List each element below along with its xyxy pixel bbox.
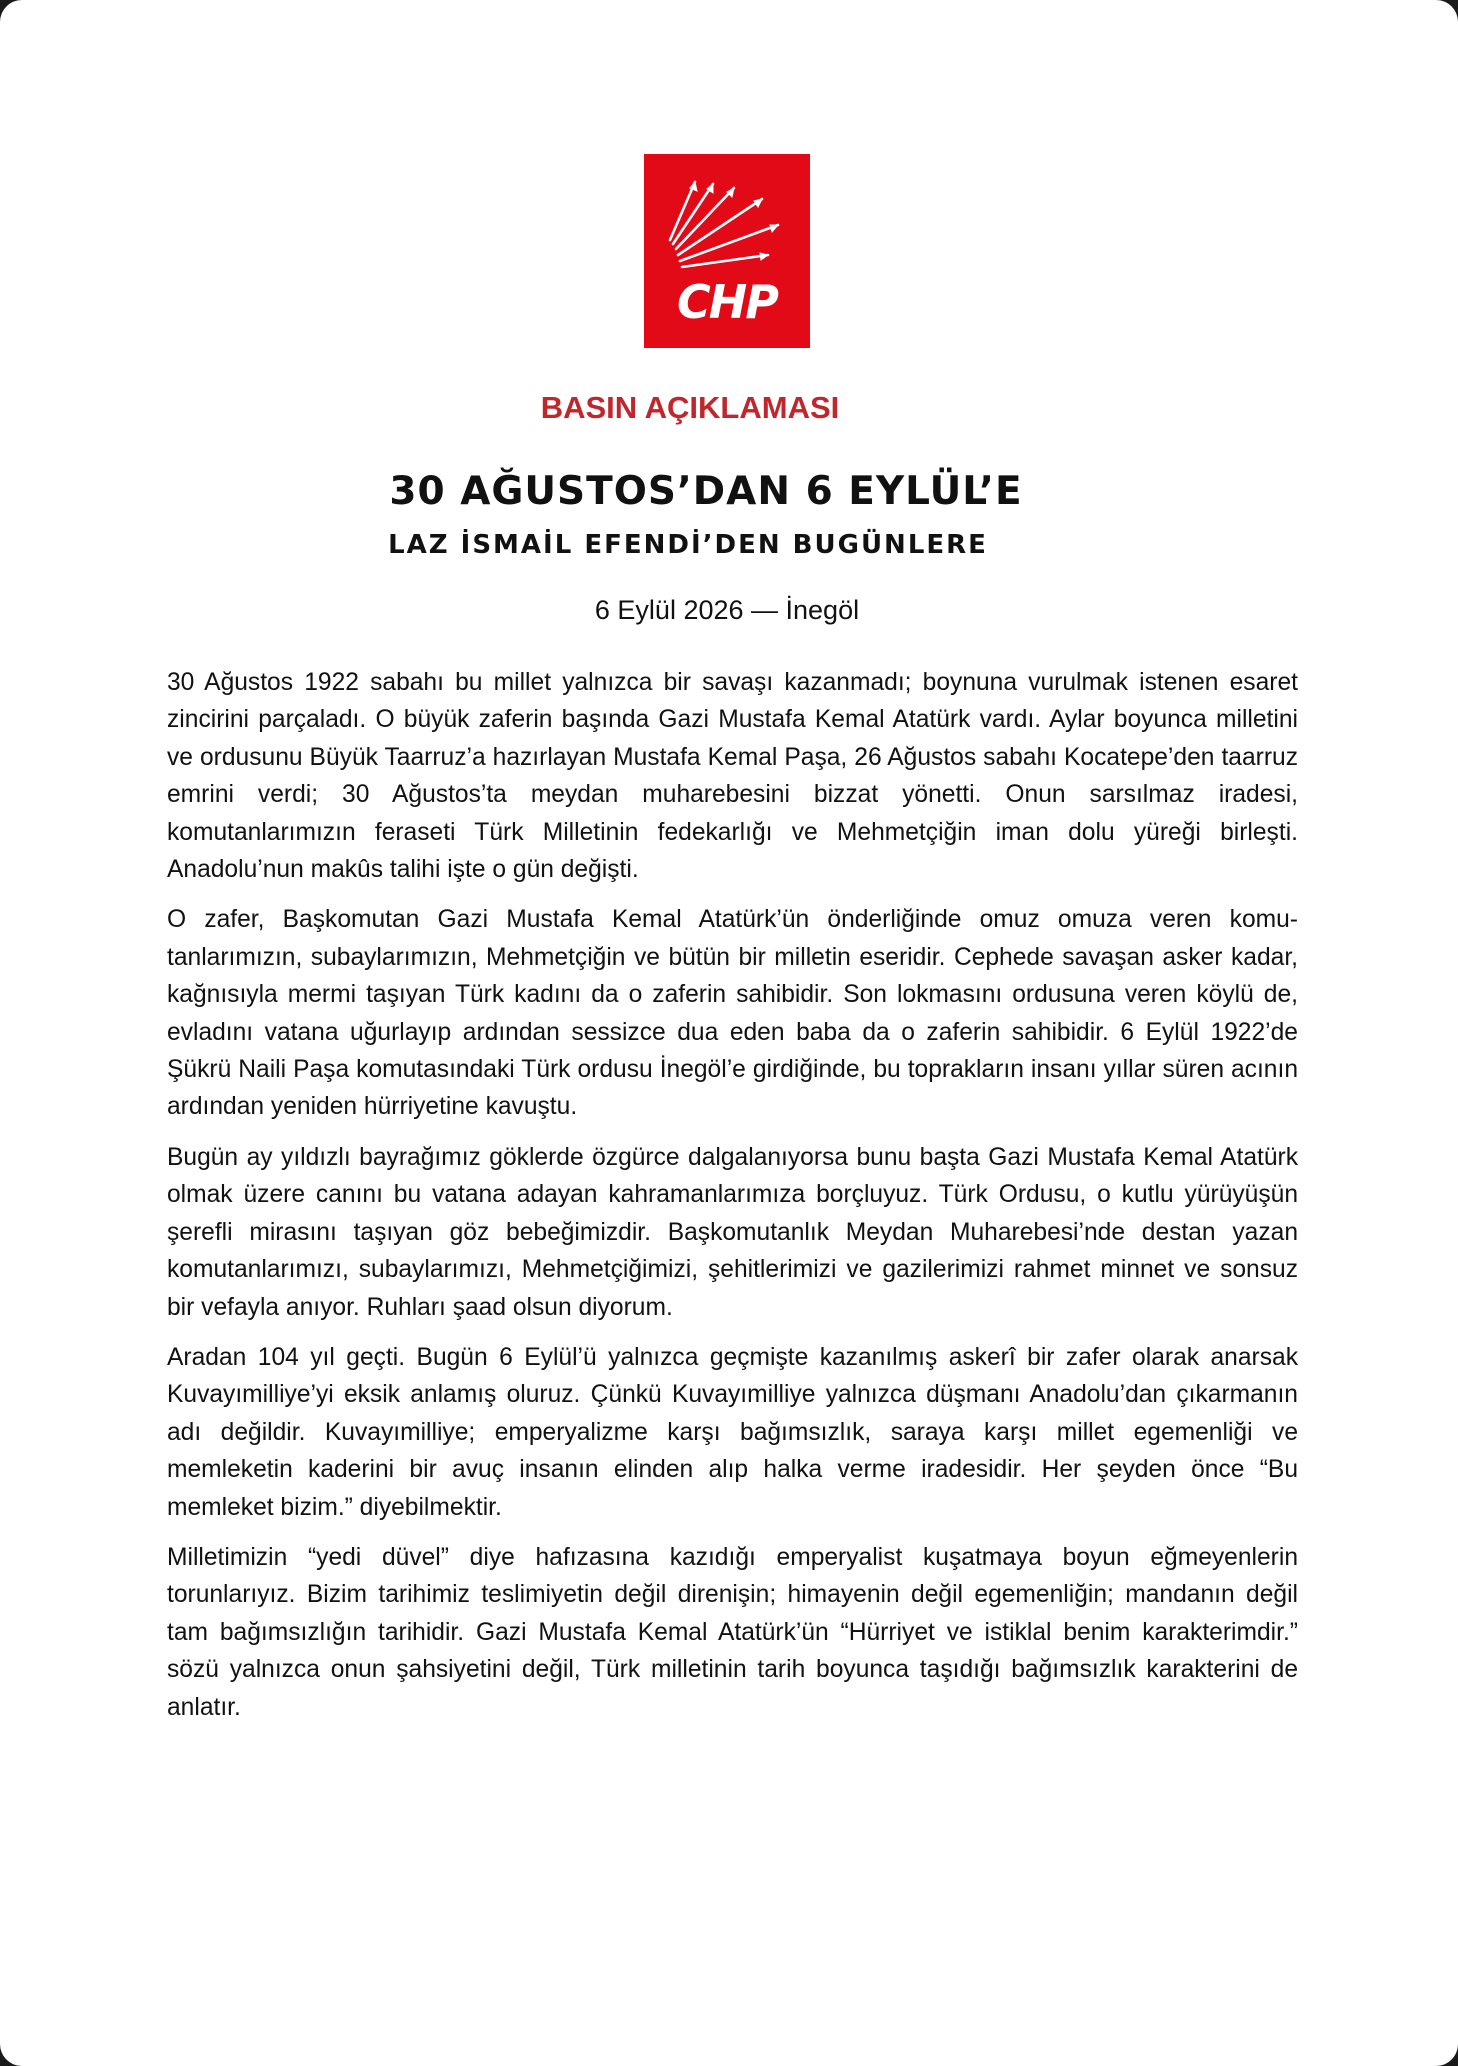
dateline: 6 Eylül 2026 — İnegöl	[594, 595, 860, 625]
chp-logo	[644, 154, 810, 348]
paragraph-3: Bugün ay yıldızlı bayrağımız göklerde özgürce dalgalanıyorsa bunu başta Gazi Mustafa Kemal Atatürk olmak üzere canını bu vatana adayan kahramanlarımıza borçluyuz. Türk Ordusu, o kutlu yürüyüşün şerefli mirasını taşıyan göz bebeğimizdir. Başkomutanlık Meydan Muharebesi’nde destan yazan komutanlarımızı, subaylarımızı, Mehmetçiğimizi, şehitlerimizi ve gazilerimizi rahmet minnet ve sonsuz bir vefayla anıyor. Ruhları şaad olsun diyorum.	[167, 1143, 1298, 1321]
statement-body	[167, 664, 1298, 1739]
paragraph-5: Milletimizin “yedi düvel” diye hafızasına kazıdığı emperyalist kuşatmaya boyun eğmeyenlerin torunlarıyız. Bizim tarihimiz teslimiyetin değil direnişin; himayenin değil egemenliğin; mandanın değil tam bağımsızlığın tarihidir. Gazi Mustafa Kemal Atatürk’ün “Hürriyet ve istiklal benim karakterimdir.” sözü yalnızca onun şahsiyetini değil, Türk milletinin tarih boyunca taşıdığı bağımsızlık karakterini de anlatır.	[167, 1543, 1298, 1721]
paragraph-4: Aradan 104 yıl geçti. Bugün 6 Eylül’ü yalnızca geçmişte kazanılmış askerî bir zafer olarak anarsak Kuvayımilliye’yi eksik anlamış oluruz. Çünkü Kuvayımilliye yalnızca düşmanı Anadolu’dan çıkarmanın adı değildir. Kuvayımilliye; emperyalizme karşı bağımsızlık, saraya karşı millet egemenliği ve memleketin kaderini bir avuç insanın elinden alıp halka verme iradesidir. Her şeyden önce “Bu memleket bizim.” diyebilmektir.	[167, 1343, 1298, 1521]
press-release-label: BASIN AÇIKLAMASI	[540, 390, 840, 425]
paragraph-2: O zafer, Başkomutan Gazi Mustafa Kemal Atatürk’ün önderliğinde omuz omuza veren komutanlarımızın, subaylarımızın, Mehmetçiğin ve bütün bir milletin eseridir. Cephede savaşan asker kadar, kağnısıyla mermi taşıyan Türk kadını da o zaferin sahibidir. Son lokmasını ordusuna veren köylü de, evladını vatana uğurlayıp ardından sessizce dua eden baba da o zaferin sahibidir. 6 Eylül 1922’de Şükrü Naili Paşa komutasındaki Türk ordusu İnegöl’e girdiğinde, bu toprakların insanı yıllar süren acının ardından yeniden hürriyetine kavuştu.	[167, 906, 1298, 1121]
page-title: 30 AĞUSTOS’DAN 6 EYLÜL’E	[389, 469, 1023, 514]
paragraph-1: 30 Ağustos 1922 sabahı bu millet yalnızca bir savaşı kazanmadı; boynuna vurulmak istenen esaret zincirini parçaladı. O büyük zaferin başında Gazi Mustafa Kemal Atatürk vardı. Aylar boyunca milletini ve ordusunu Büyük Taarruz’a hazırlayan Mustafa Kemal Paşa, 26 Ağustos sabahı Kocatepe’den taarruz emrini verdi; 30 Ağustos’ta meydan muharebesini bizzat yönetti. Onun sarsılmaz iradesi, komutanlarımızın feraseti Türk Milletinin fedekarlığı ve Mehmetçiğin iman dolu yüreği birleşti. Anadolu’nun makûs talihi işte o gün değişti.	[167, 669, 1298, 884]
logo-wordmark: CHP	[677, 275, 777, 329]
page-subtitle: LAZ İSMAİL EFENDİ’DEN BUGÜNLERE	[388, 530, 988, 560]
